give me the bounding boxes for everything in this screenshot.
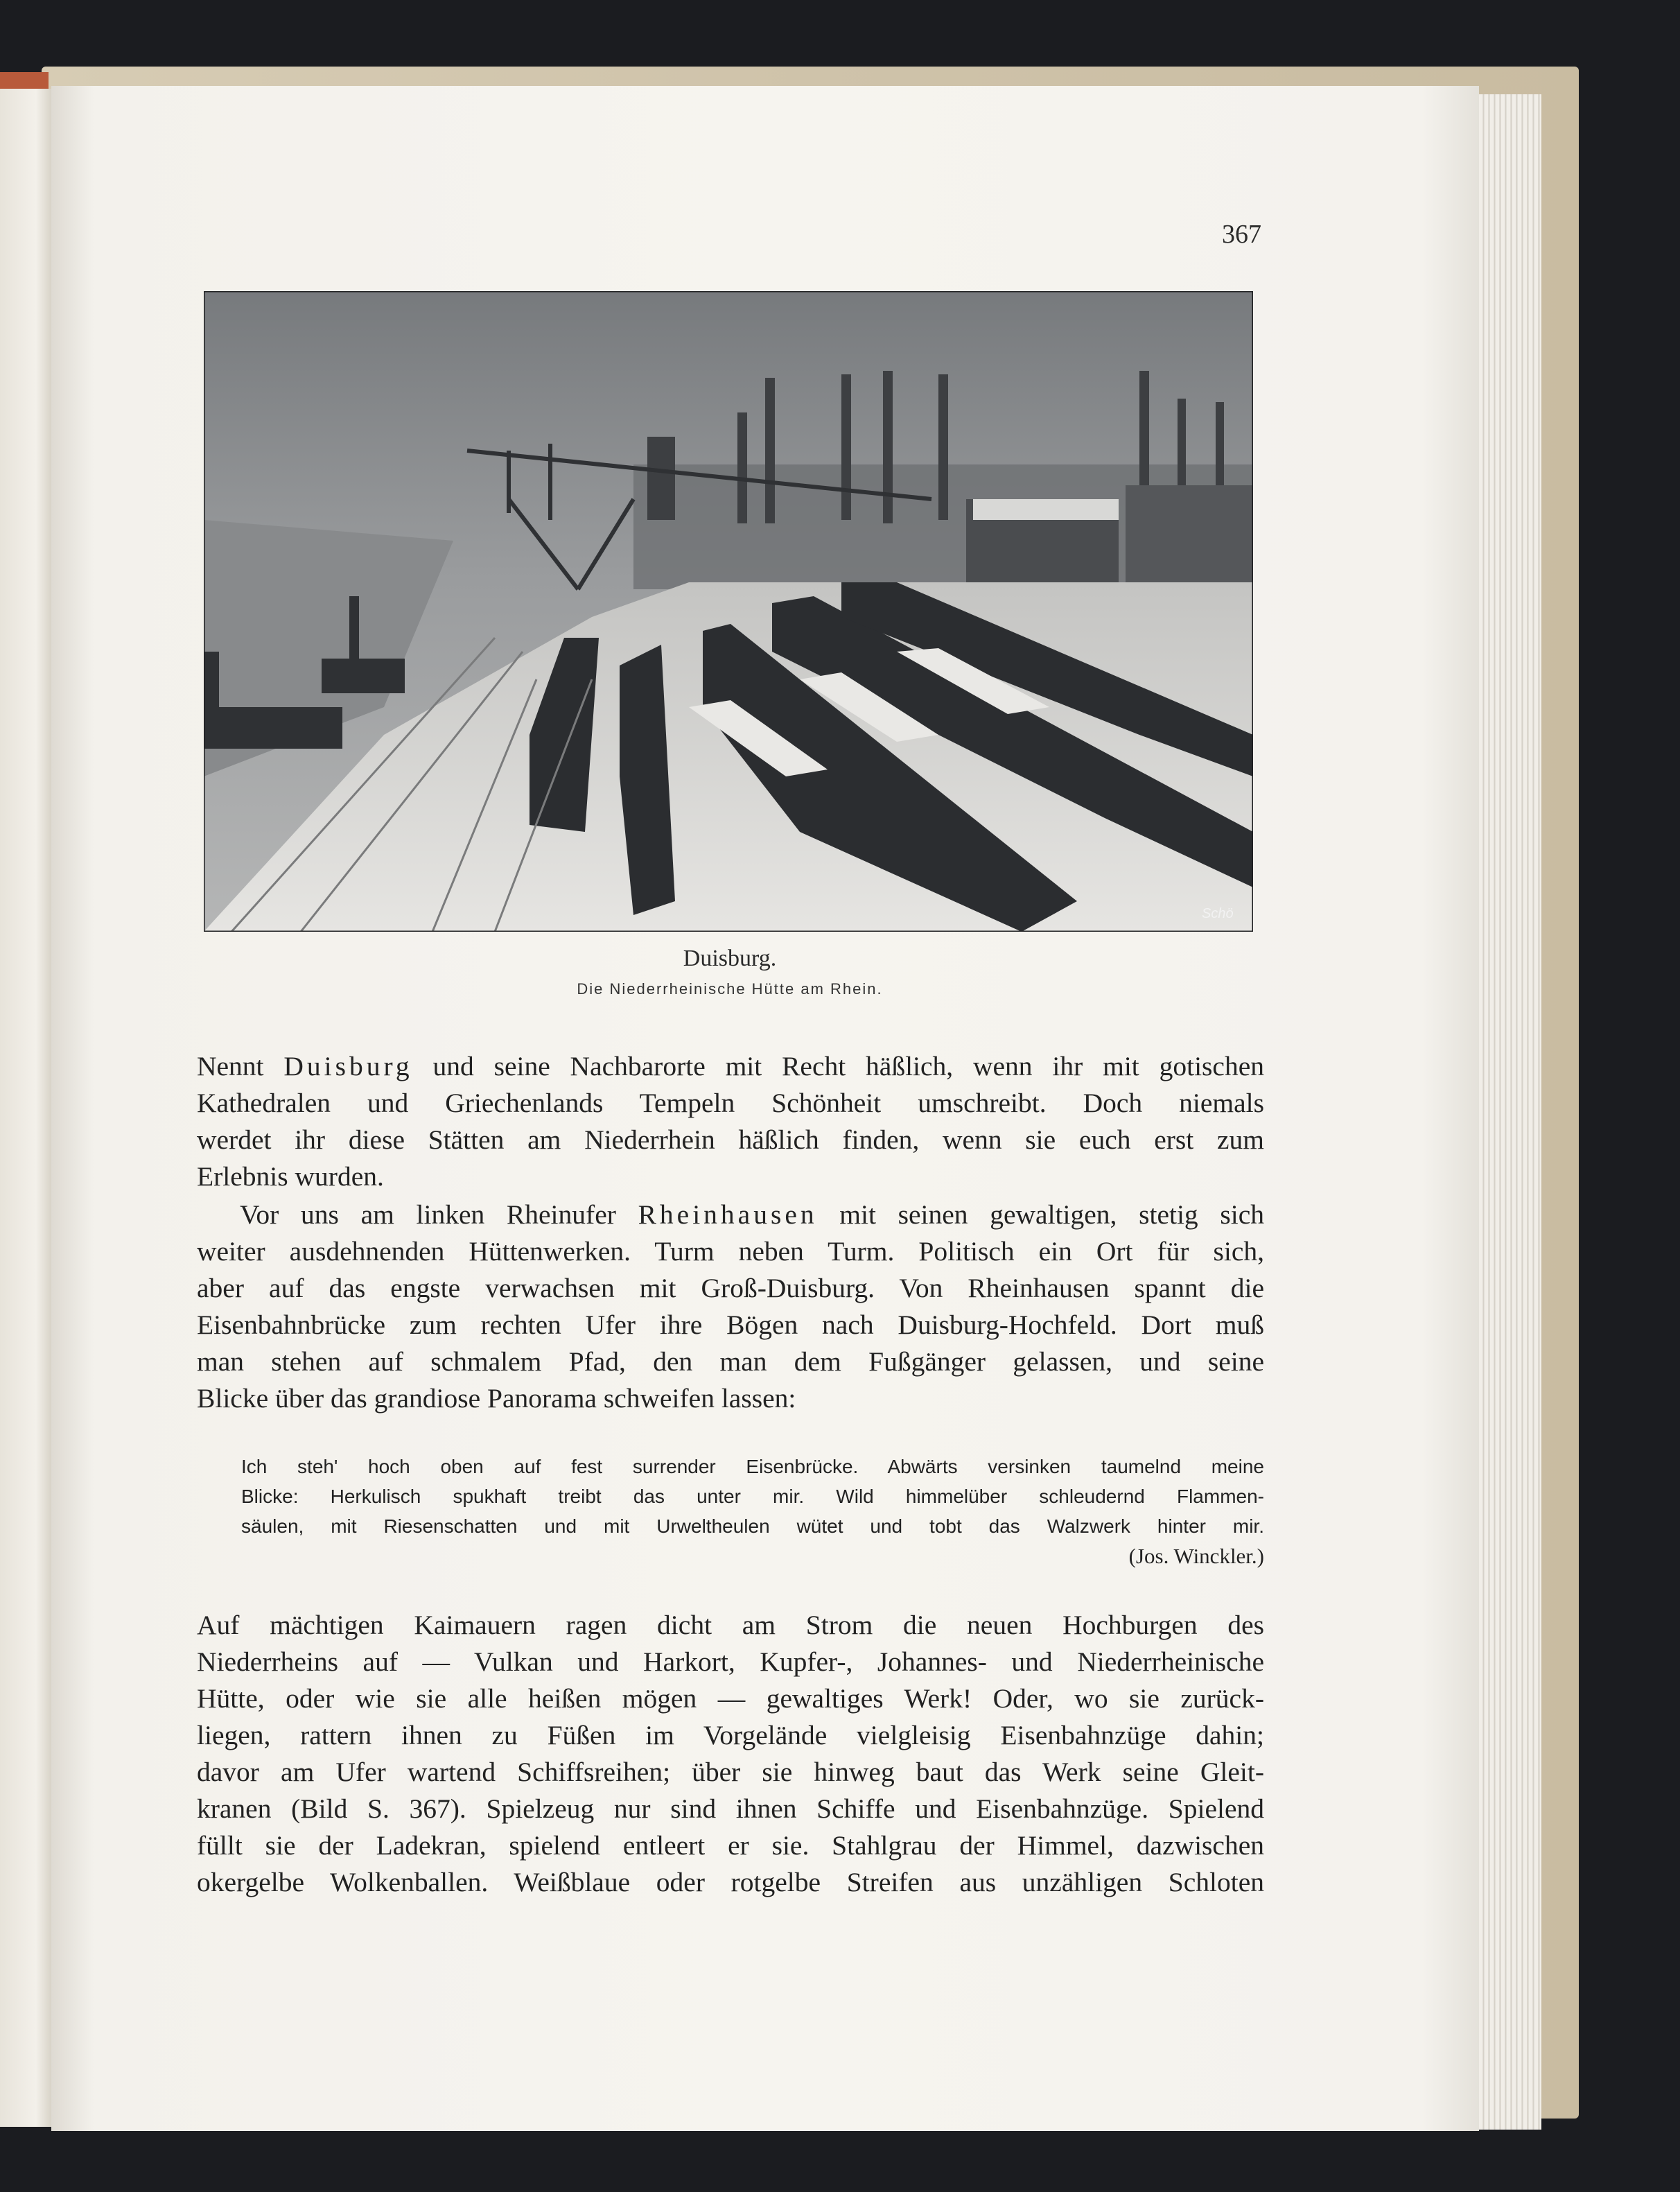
paragraph-1-line	[197, 1048, 1264, 1085]
quotation-line: Blicke: Herkulisch spukhaft treibt das unter mir. Wild himmelüber schleudernd Flammen-	[241, 1486, 1264, 1507]
left-page-edge	[0, 89, 51, 2127]
paragraph-2-line: aber auf das engste verwachsen mit Groß-Duisburg. Von Rheinhausen spannt die	[197, 1273, 1264, 1303]
paragraph-3-line: Auf mächtigen Kaimauern ragen dicht am Strom die neuen Hochburgen des	[197, 1610, 1264, 1640]
paragraph-3-line: Niederrheins auf — Vulkan und Harkort, Kupfer-, Johannes- und Niederrheinische	[197, 1646, 1264, 1677]
quotation-line: Ich steh' hoch oben auf fest surrender Eisenbrücke. Abwärts versinken taumelnd meine	[241, 1456, 1264, 1477]
paragraph-3-line: liegen, rattern ihnen zu Füßen im Vorgelände vielgleisig Eisenbahnzüge dahin;	[197, 1720, 1264, 1750]
emphasized-word-duisburg: Duisburg	[283, 1051, 413, 1081]
paragraph-2-line: Blicke über das grandiose Panorama schweifen lassen:	[197, 1383, 796, 1414]
paragraph-1-line: Kathedralen und Griechenlands Tempeln Schönheit umschreibt. Doch niemals	[197, 1088, 1264, 1118]
quotation-block	[241, 1452, 1264, 1571]
paragraph-1-line: Erlebnis wurden.	[197, 1161, 384, 1192]
paragraph-2	[197, 1197, 1264, 1417]
paragraph-3-line: Hütte, oder wie sie alle heißen mögen — gewaltiges Werk! Oder, wo sie zurück-	[197, 1683, 1264, 1714]
emphasized-word-rheinhausen: Rheinhausen	[638, 1199, 818, 1230]
page-number: 367	[1222, 220, 1261, 249]
paragraph-2-line: weiter ausdehnenden Hüttenwerken. Turm neben Turm. Politisch ein Ort für sich,	[197, 1236, 1264, 1267]
paragraph-2-line: Eisenbahnbrücke zum rechten Ufer ihre Bögen nach Duisburg-Hochfeld. Dort muß	[197, 1310, 1264, 1340]
figure-caption-title: Duisburg.	[683, 946, 777, 971]
page-edges	[1479, 94, 1541, 2130]
quotation-line: säulen, mit Riesenschatten und mit Urweltheulen wütet und tobt das Walzwerk hinter mir.	[241, 1515, 1264, 1537]
paragraph-1-line: werdet ihr diese Stätten am Niederrhein häßlich finden, wenn sie euch erst zum	[197, 1124, 1264, 1155]
paragraph-2-line: man stehen auf schmalem Pfad, den man dem Fußgänger gelassen, und seine	[197, 1346, 1264, 1377]
paragraph-3-line: kranen (Bild S. 367). Spielzeug nur sind ihnen Schiffe und Eisenbahnzüge. Spielend	[197, 1793, 1264, 1824]
text-fragment: Vor uns am linken Rheinufer	[240, 1199, 638, 1230]
paragraph-3	[197, 1607, 1264, 1901]
text-fragment: Nennt	[197, 1051, 284, 1081]
text-fragment: und seine Nachbarorte mit Recht häßlich, wenn ihr mit gotischen	[412, 1051, 1264, 1081]
figure-caption-subtitle: Die Niederrheinische Hütte am Rhein.	[577, 980, 883, 998]
text-fragment: mit seinen gewaltigen, stetig sich	[817, 1199, 1264, 1230]
paragraph-3-line: füllt sie der Ladekran, spielend entleert er sie. Stahlgrau der Himmel, dazwischen	[197, 1830, 1264, 1861]
paragraph-2-line	[197, 1197, 1264, 1233]
photographer-signature: Schö	[1202, 906, 1234, 921]
quotation-author: (Jos. Winckler.)	[1128, 1544, 1264, 1568]
paragraph-3-line: okergelbe Wolkenballen. Weißblaue oder rotgelbe Streifen aus unzähligen Schloten	[197, 1867, 1264, 1897]
paragraph-3-line: davor am Ufer wartend Schiffsreihen; über sie hinweg baut das Werk seine Gleit-	[197, 1757, 1264, 1787]
photograph-duisburg-steelworks	[204, 291, 1253, 932]
paragraph-1	[197, 1048, 1264, 1195]
